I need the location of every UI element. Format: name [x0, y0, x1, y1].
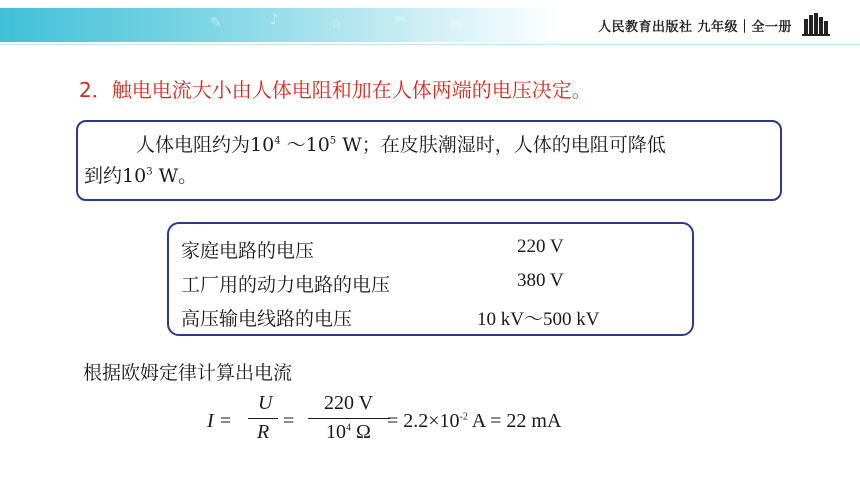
header-band: [0, 8, 560, 42]
formula-equals: =: [283, 410, 295, 432]
doodle-icon: ☆: [330, 16, 343, 32]
resistance-note-box: [76, 120, 782, 201]
header-divider: [0, 44, 860, 45]
section-heading: 2．触电电流大小由人体电阻和加在人体两端的电压决定。: [79, 78, 592, 102]
formula-denominator-r: R: [257, 421, 270, 443]
fraction-bar: [248, 418, 278, 419]
voltage-label: 工厂用的动力电路的电压: [181, 274, 391, 296]
voltage-value: 220 V: [517, 236, 564, 257]
voltage-value: 380 V: [517, 270, 564, 291]
formula-result: = $2.2\times 10^{-2}$ A = 22 mA: [387, 410, 562, 432]
header-bar: [0, 0, 860, 47]
resistance-note-text: 人体电阻约为$10^4$ $\sim 10^5$ W；在皮肤潮湿时，人体的电阻可降低 到约$10^3$ W。: [84, 134, 666, 187]
formula-numerator-voltage: 220 V: [324, 392, 374, 414]
formula-denominator-resistance: $10^4$ Ω: [326, 421, 371, 443]
bookshelf-icon: [802, 11, 832, 37]
formula-lhs: I =: [207, 410, 233, 432]
voltage-value: 10 kV～500 kV: [477, 309, 600, 330]
doodle-icon: ✎: [210, 15, 222, 31]
fraction-bar: [308, 418, 390, 419]
voltage-label: 家庭电路的电压: [181, 240, 315, 262]
voltage-table-box: [167, 222, 694, 336]
doodle-icon: ♪: [270, 12, 279, 28]
formula-numerator-u: U: [258, 392, 273, 414]
voltage-label: 高压输电线路的电压: [181, 308, 353, 330]
calc-title: 根据欧姆定律计算出电流: [83, 362, 293, 384]
publisher-label: 人民教育出版社 九年级｜全一册: [597, 20, 792, 35]
doodle-icon: ◎: [450, 16, 463, 32]
doodle-icon: ✂: [395, 12, 407, 28]
